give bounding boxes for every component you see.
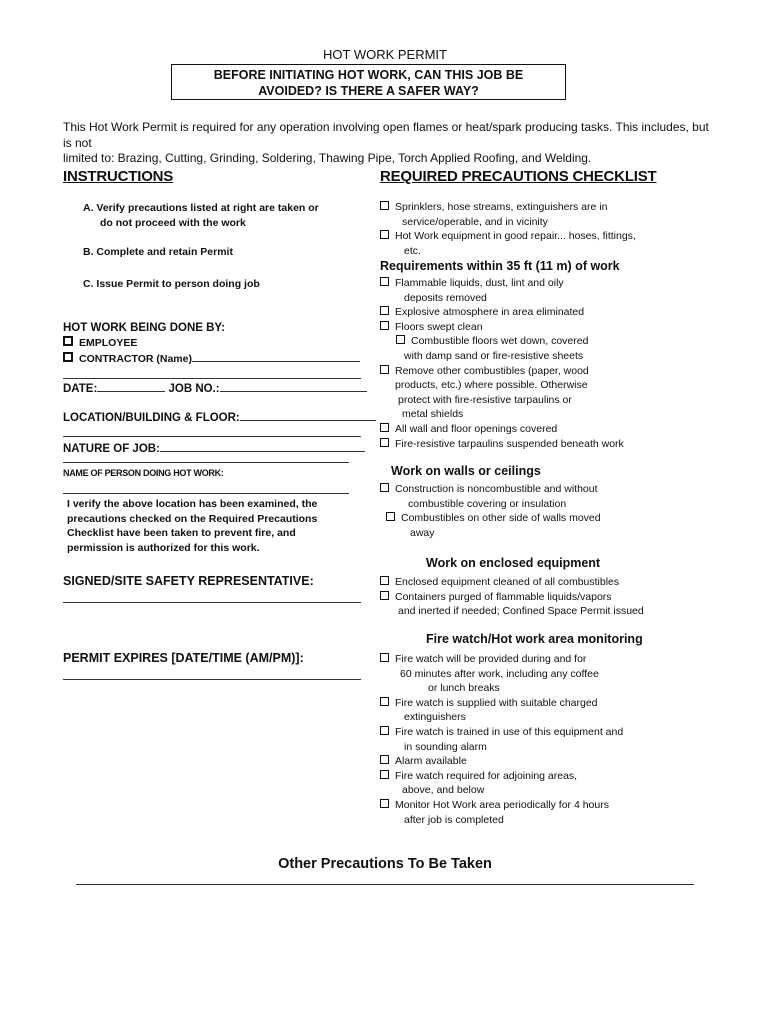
checkbox-floors[interactable] <box>380 321 389 330</box>
check-remove-combustibles[interactable] <box>380 364 670 379</box>
check-alarm[interactable] <box>380 754 670 769</box>
check-adjoining-text: Fire watch required for adjoining areas, <box>395 769 578 782</box>
checkbox-tarpaulins[interactable] <box>380 438 389 447</box>
checkbox-other-side[interactable] <box>386 512 395 521</box>
work-by-section <box>63 321 363 367</box>
check-combustible-floors-text: Combustible floors wet down, covered <box>411 335 589 348</box>
check-floors[interactable] <box>380 320 670 335</box>
checkbox-sprinklers[interactable] <box>380 201 389 210</box>
enclosed-heading: Work on enclosed equipment <box>426 556 601 570</box>
instruction-c: C. Issue Permit to person doing job <box>83 278 260 290</box>
check-fire-watch[interactable] <box>380 652 670 667</box>
check-fire-watch-text-2: 60 minutes after work, including any coffee <box>400 667 599 680</box>
instruction-a-line-1: A. Verify precautions listed at right are taken or <box>83 202 319 214</box>
signed-field[interactable] <box>63 602 361 603</box>
nature-line-2[interactable] <box>63 462 349 463</box>
checkbox-containers[interactable] <box>380 591 389 600</box>
check-other-side-text: Combustibles on other side of walls moved <box>401 512 601 525</box>
nature-label: NATURE OF JOB: <box>63 443 160 455</box>
walls-checklist <box>380 482 670 540</box>
check-containers[interactable] <box>380 590 670 605</box>
contractor-label: CONTRACTOR (Name) <box>79 353 192 366</box>
location-label: LOCATION/BUILDING & FLOOR: <box>63 412 240 424</box>
intro-line-1: This Hot Work Permit is required for any operation involving open flames or heat/spark producing tasks. This includes, but is not <box>63 120 709 150</box>
checkbox-adjoining[interactable] <box>380 770 389 779</box>
check-remove-text-2: products, etc.) where possible. Otherwise <box>395 379 588 392</box>
check-extinguishers[interactable] <box>380 696 670 711</box>
job-no-field[interactable] <box>220 380 367 392</box>
check-monitor[interactable] <box>380 798 670 813</box>
checkbox-monitor[interactable] <box>380 799 389 808</box>
check-tarpaulins-text: Fire-resistive tarpaulins suspended beneath work <box>395 437 624 450</box>
verify-line-1: I verify the above location has been examined, the <box>67 498 318 510</box>
check-equipment[interactable] <box>380 229 660 244</box>
checkbox-alarm[interactable] <box>380 755 389 764</box>
check-remove-text-4: metal shields <box>402 408 464 421</box>
check-alarm-text: Alarm available <box>395 755 467 768</box>
nature-row <box>63 440 365 457</box>
check-flammable-text: Flammable liquids, dust, lint and oily <box>395 277 564 289</box>
expires-label: PERMIT EXPIRES [DATE/TIME (AM/PM)]: <box>63 651 304 665</box>
check-extinguishers-text-2: extinguishers <box>404 711 466 724</box>
check-other-side[interactable] <box>380 511 670 526</box>
check-floors-text: Floors swept clean <box>395 320 483 333</box>
check-trained-text: Fire watch is trained in use of this equipment and <box>395 725 624 738</box>
date-field[interactable] <box>97 380 165 392</box>
checkbox-trained[interactable] <box>380 726 389 735</box>
check-construction-text-2: combustible covering or insulation <box>408 497 567 510</box>
person-label: NAME OF PERSON DOING HOT WORK: <box>63 468 224 478</box>
instruction-a <box>83 201 319 230</box>
intro-paragraph <box>63 120 713 167</box>
fire-watch-heading: Fire watch/Hot work area monitoring <box>426 632 643 646</box>
check-monitor-text-2: after job is completed <box>404 813 504 826</box>
checkbox-openings[interactable] <box>380 423 389 432</box>
check-sprinklers[interactable] <box>380 200 660 215</box>
job-no-label: JOB NO.: <box>168 383 220 395</box>
location-line-2[interactable] <box>63 436 361 437</box>
check-sprinklers-text-2: service/operable, and in vicinity <box>402 215 548 228</box>
verify-statement <box>67 497 317 555</box>
intro-line-2: limited to: Brazing, Cutting, Grinding, Soldering, Thawing Pipe, Torch Applied Roofing, and Welding. <box>63 151 592 165</box>
other-precautions-field[interactable] <box>76 884 694 885</box>
person-field[interactable] <box>63 493 349 494</box>
warning-line-1: BEFORE INITIATING HOT WORK, CAN THIS JOB BE <box>213 68 524 82</box>
checkbox-extinguishers[interactable] <box>380 697 389 706</box>
checklist-heading: REQUIRED PRECAUTIONS CHECKLIST <box>380 168 657 185</box>
check-tarpaulins[interactable] <box>380 437 670 452</box>
check-enclosed-cleaned[interactable] <box>380 575 670 590</box>
check-enclosed-text: Enclosed equipment cleaned of all combustibles <box>395 576 620 588</box>
check-openings-text: All wall and floor openings covered <box>395 422 558 435</box>
within-35ft-checklist <box>380 276 670 451</box>
check-explosive-text: Explosive atmosphere in area eliminated <box>395 306 585 319</box>
instruction-b: B. Complete and retain Permit <box>83 246 233 258</box>
employee-checkbox[interactable] <box>63 336 73 346</box>
walls-heading: Work on walls or ceilings <box>391 464 541 478</box>
general-checklist <box>380 200 660 258</box>
check-flammable-text-2: deposits removed <box>404 291 487 304</box>
check-remove-text-3: protect with fire-resistive tarpaulins or <box>398 393 572 406</box>
checkbox-remove-combustibles[interactable] <box>380 365 389 374</box>
warning-line-2: AVOIDED? IS THERE A SAFER WAY? <box>258 84 479 98</box>
contractor-checkbox[interactable] <box>63 352 73 362</box>
contractor-option[interactable] <box>63 350 363 367</box>
check-fire-watch-text: Fire watch will be provided during and for <box>395 653 587 665</box>
verify-line-4: permission is authorized for this work. <box>67 541 260 554</box>
checkbox-explosive[interactable] <box>380 306 389 315</box>
verify-line-3: Checklist have been taken to prevent fire, and <box>67 527 296 540</box>
check-trained-text-2: in sounding alarm <box>404 740 487 753</box>
check-containers-text: Containers purged of flammable liquids/vapors <box>395 590 612 603</box>
checkbox-construction[interactable] <box>380 483 389 492</box>
instructions-heading: INSTRUCTIONS <box>63 168 174 185</box>
employee-option[interactable] <box>63 336 363 351</box>
check-explosive[interactable] <box>380 305 670 320</box>
check-fire-watch-text-3: or lunch breaks <box>428 682 500 695</box>
signed-label: SIGNED/SITE SAFETY REPRESENTATIVE: <box>63 574 314 588</box>
checkbox-equipment[interactable] <box>380 230 389 239</box>
check-flammable[interactable] <box>380 276 670 291</box>
check-monitor-text: Monitor Hot Work area periodically for 4 hours <box>395 798 609 811</box>
check-remove-text: Remove other combustibles (paper, wood <box>395 364 589 377</box>
checkbox-enclosed-cleaned[interactable] <box>380 576 389 585</box>
within-35ft-heading: Requirements within 35 ft (11 m) of work <box>380 259 620 273</box>
location-field[interactable] <box>240 409 376 421</box>
check-sprinklers-text: Sprinklers, hose streams, extinguishers are in <box>395 201 608 213</box>
checkbox-flammable[interactable] <box>380 277 389 286</box>
instruction-a-line-2: do not proceed with the work <box>100 216 246 229</box>
check-containers-text-2: and inerted if needed; Confined Space Permit issued <box>398 605 644 618</box>
check-combustible-floors[interactable] <box>380 334 670 349</box>
enclosed-checklist <box>380 575 670 619</box>
check-combustible-floors-text-2: with damp sand or fire-resistive sheets <box>404 349 584 362</box>
work-by-label: HOT WORK BEING DONE BY: <box>63 322 226 334</box>
check-adjoining-text-2: above, and below <box>402 784 485 797</box>
check-equipment-text-2: etc. <box>404 244 421 257</box>
nature-field[interactable] <box>160 440 365 452</box>
verify-line-2: precautions checked on the Required Precautions <box>67 512 318 525</box>
contractor-line-2[interactable] <box>63 378 361 379</box>
other-precautions-heading: Other Precautions To Be Taken <box>278 856 492 872</box>
document-title: HOT WORK PERMIT <box>323 47 447 62</box>
check-construction[interactable] <box>380 482 670 497</box>
contractor-name-field[interactable] <box>192 350 360 362</box>
date-job-row <box>63 380 367 397</box>
warning-box <box>171 64 566 100</box>
check-trained[interactable] <box>380 725 670 740</box>
check-construction-text: Construction is noncombustible and without <box>395 483 598 495</box>
expires-field[interactable] <box>63 679 361 680</box>
check-adjoining[interactable] <box>380 769 670 784</box>
check-extinguishers-text: Fire watch is supplied with suitable charged <box>395 696 598 709</box>
checkbox-combustible-floors[interactable] <box>396 335 405 344</box>
date-label: DATE: <box>63 383 98 395</box>
location-row <box>63 409 376 426</box>
fire-watch-checklist <box>380 652 670 827</box>
check-openings[interactable] <box>380 422 670 437</box>
checkbox-fire-watch[interactable] <box>380 653 389 662</box>
employee-label: EMPLOYEE <box>79 336 138 349</box>
check-other-side-text-2: away <box>410 526 435 539</box>
check-equipment-text: Hot Work equipment in good repair... hoses, fittings, <box>395 230 636 243</box>
